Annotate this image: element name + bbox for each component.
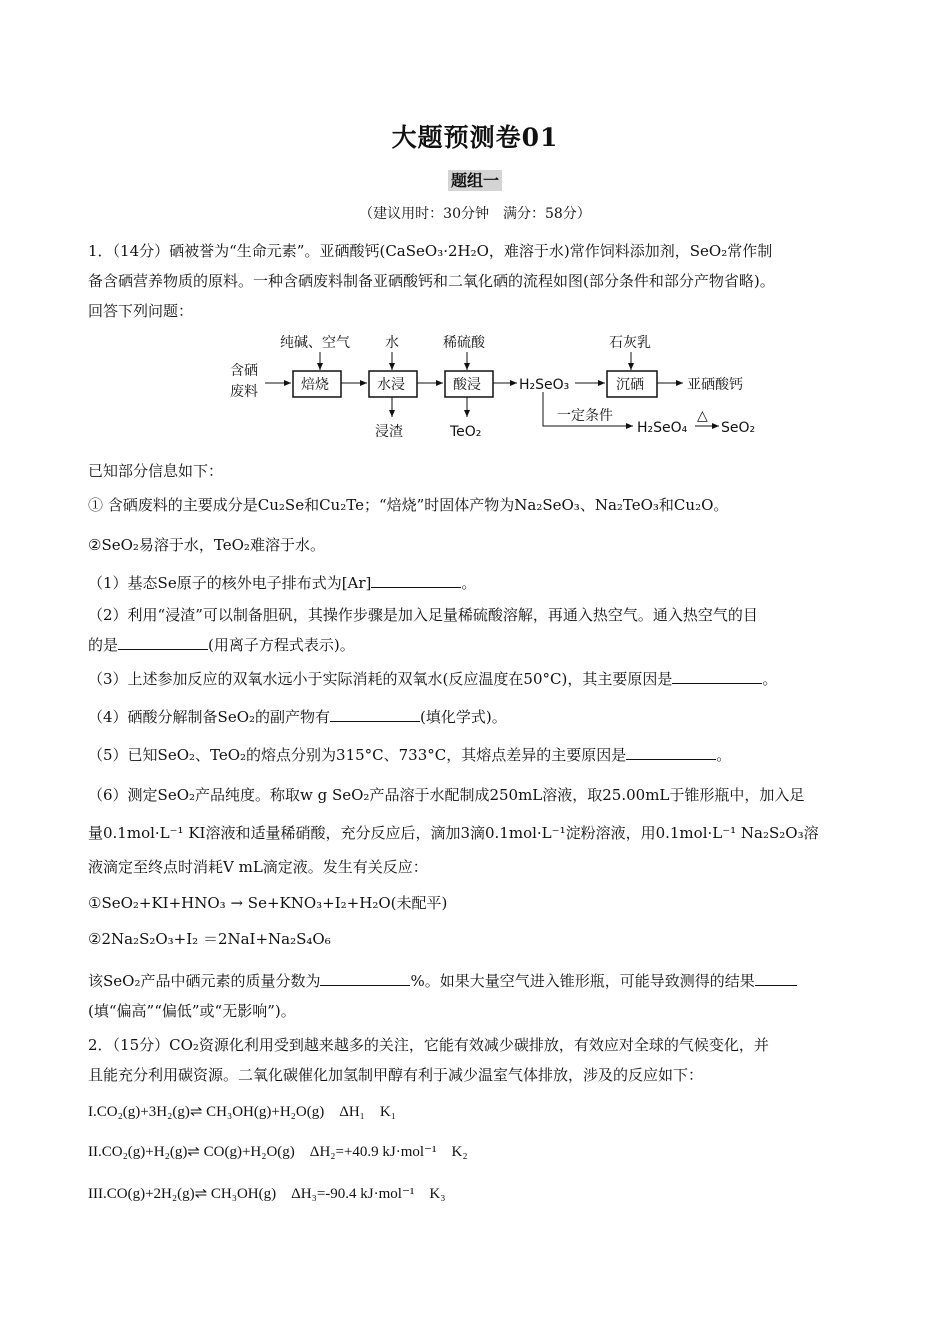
q1-part6b: 量0.1mol·L⁻¹ KI溶液和适量稀硝酸，充分反应后，滴加3滴0.1mol·L⁻¹淀粉溶液，用0.1mol·L⁻¹ Na₂S₂O₃溶	[88, 824, 819, 842]
flow-seo2: SeO₂	[721, 420, 756, 436]
answer-blank-7[interactable]	[755, 971, 797, 986]
q1-info: 已知部分信息如下：	[88, 462, 224, 480]
flow-box-precip: 沉硒	[616, 377, 644, 393]
q1-part2a: （2）利用“浸渣”可以制备胆矾，其操作步骤是加入足量稀硫酸溶解，再通入热空气。通入热空气的目	[88, 606, 758, 624]
flow-feed-1: 含硒	[230, 363, 258, 379]
flow-h2seo3: H₂SeO₃	[519, 377, 570, 393]
flow-feed-2: 废料	[230, 384, 258, 400]
q1-part6c: 液滴定至终点时消耗V mL滴定液。发生有关反应：	[88, 858, 428, 876]
flow-reagent3: 稀硫酸	[443, 335, 485, 351]
flow-reagent4: 石灰乳	[609, 335, 651, 351]
answer-blank-1[interactable]	[371, 573, 461, 588]
q1-reaction1: ①SeO₂+KI+HNO₃ → Se+KNO₃+I₂+H₂O(未配平)	[88, 894, 448, 912]
flow-box-roast: 焙烧	[301, 377, 329, 393]
answer-blank-2[interactable]	[118, 635, 208, 650]
flow-heat-symbol: △	[697, 408, 708, 424]
q1-part6a: （6）测定SeO₂产品纯度。称取w g SeO₂产品溶于水配制成250mL溶液，取25.00mL于锥形瓶中，加入足	[88, 786, 805, 804]
q1-reaction2: ②2Na₂S₂O₃+I₂ ＝2NaI+Na₂S₄O₆	[88, 930, 331, 948]
answer-blank-4[interactable]	[330, 707, 420, 722]
q1-info1: ① 含硒废料的主要成分是Cu₂Se和Cu₂Te；“焙烧”时固体产物为Na₂SeO₃、Na₂TeO₃和Cu₂O。	[88, 496, 729, 514]
document-page: 大题预测卷01 题组一 （建议用时：30分钟 满分：58分） 1．（14分）硒被誉为“生命元素”。亚硒酸钙(CaSeO₃·2H₂O，难溶于水)常作饲料添加剂，SeO₂常作制 备含硒营养物质的原料。一种含硒废料制备亚硒酸钙和二氧化硒的流程如图(部分条件和部分产物省略)。 回答下列问题： 含硒 废料 纯碱、空气 焙烧 水 水浸 浸渣 稀硫酸 酸浸 TeO₂ H₂SeO₃ 石灰乳 沉硒 亚硒酸钙 一定条件 H₂SeO₄ △ SeO₂ 已知部分信息如下： ① 含硒废料的主要成分是Cu₂Se和Cu₂Te；“焙烧”时固体产物为Na₂SeO₃、Na₂TeO₃和Cu₂O。 ②SeO₂易溶于水，TeO₂难溶于水。 （1）基态Se原子的核外电子排布式为[Ar] 。 （2）利用“浸渣”可以制备胆矾，其操作步骤是加入足量稀硫酸溶解，再通入热空气。通入热空气的目 的是 (用离子方程式表示)。 （3）上述参加反应的双氧水远小于实际消耗的双氧水(反应温度在50°C)，其主要原因是 。 （4）硒酸分解制备SeO₂的副产物有 (填化学式)。 （5）已知SeO₂、TeO₂的熔点分别为315°C、733°C，其熔点差异的主要原因是 。 （6）测定SeO₂产品纯度。称取w g SeO₂产品溶于水配制成250mL溶液，取25.00mL于锥形瓶中，加入足 量0.1mol·L⁻¹ KI溶液和适量稀硝酸，充分反应后，滴加3滴0.1mol·L⁻¹淀粉溶液，用0.1mol·L⁻¹ Na₂S₂O₃溶 液滴定至终点时消耗V mL滴定液。发生有关反应： ①SeO₂+KI+HNO₃ → Se+KNO₃+I₂+H₂O(未配平) ②2Na₂S₂O₃+I₂ ＝2NaI+Na₂S₄O₆ 该SeO₂产品中硒元素的质量分数为 %。如果大量空气进入锥形瓶，可能导致测得的结果 (填“偏高”“偏低”或“无影响”)。 2．（15分）CO₂资源化利用受到越来越多的关注，它能有效减少碳排放，有效应对全球的气候变化，并 且能充分利用碳资源。二氧化碳催化加氢制甲醇有利于减少温室气体排放，涉及的反应如下： I.CO₂(g)+3H₂(g)⇌ CH₃OH(g)+H₂O(g) ΔH₁ K₁ II.CO₂(g)+H₂(g)⇌ CO(g)+H₂O(g) ΔH₂=+40.9 kJ·mol⁻¹ K₂ III.CO(g)+2H₂(g)⇌ CH₃OH(g) ΔH₃=-90.4 kJ·mol⁻¹ K₃	[0, 0, 950, 1344]
q1-line2: 备含硒营养物质的原料。一种含硒废料制备亚硒酸钙和二氧化硒的流程如图(部分条件和部分产物省略)。	[88, 272, 775, 290]
flow-out2: TeO₂	[450, 424, 482, 440]
group-label: 题组一	[448, 170, 502, 191]
flow-box-acid: 酸浸	[453, 377, 481, 393]
q1-part3: （3）上述参加反应的双氧水远小于实际消耗的双氧水(反应温度在50°C)，其主要原因是	[88, 670, 673, 688]
q1-part7: 该SeO₂产品中硒元素的质量分数为	[88, 972, 321, 990]
q2-line2: 且能充分利用碳资源。二氧化碳催化加氢制甲醇有利于减少温室气体排放，涉及的反应如下：	[88, 1066, 704, 1084]
answer-blank-5[interactable]	[626, 745, 716, 760]
q2-equation1: I.CO₂(g)+3H₂(g)⇌ CH₃OH(g)+H₂O(g) ΔH₁ K₁	[88, 1104, 396, 1120]
q1-line3: 回答下列问题：	[88, 302, 194, 320]
q2-equation3: III.CO(g)+2H₂(g)⇌ CH₃OH(g) ΔH₃=-90.4 kJ·mol⁻¹ K₃	[88, 1186, 446, 1202]
flow-reagent2: 水	[385, 335, 399, 351]
q1-line1: 1．（14分）硒被誉为“生命元素”。亚硒酸钙(CaSeO₃·2H₂O，难溶于水)常作饲料添加剂，SeO₂常作制	[88, 242, 773, 260]
q1-part4: （4）硒酸分解制备SeO₂的副产物有	[88, 708, 331, 726]
flow-h2seo4: H₂SeO₄	[637, 420, 688, 436]
flow-reagent1: 纯碱、空气	[280, 335, 350, 351]
process-flow-diagram	[225, 330, 765, 445]
answer-blank-6[interactable]	[320, 971, 410, 986]
flow-box-water: 水浸	[377, 377, 405, 393]
q1-info2: ②SeO₂易溶于水，TeO₂难溶于水。	[88, 536, 325, 554]
page-title: 大题预测卷01	[391, 123, 559, 152]
q2-equation2: II.CO₂(g)+H₂(g)⇌ CO(g)+H₂O(g) ΔH₂=+40.9 kJ·mol⁻¹ K₂	[88, 1144, 468, 1160]
q1-part1: （1）基态Se原子的核外电子排布式为[Ar]	[88, 574, 372, 592]
q1-part7b: (填“偏高”“偏低”或“无影响”)。	[88, 1002, 296, 1020]
flow-condition: 一定条件	[557, 408, 613, 424]
timing-note: （建议用时：30分钟 满分：58分）	[359, 206, 591, 222]
answer-blank-3[interactable]	[672, 669, 762, 684]
q1-part5: （5）已知SeO₂、TeO₂的熔点分别为315°C、733°C，其熔点差异的主要原因是	[88, 746, 627, 764]
q2-line1: 2．（15分）CO₂资源化利用受到越来越多的关注，它能有效减少碳排放，有效应对全球的气候变化，并	[88, 1036, 769, 1054]
flow-product1: 亚硒酸钙	[687, 377, 743, 393]
flow-out1: 浸渣	[375, 424, 403, 440]
